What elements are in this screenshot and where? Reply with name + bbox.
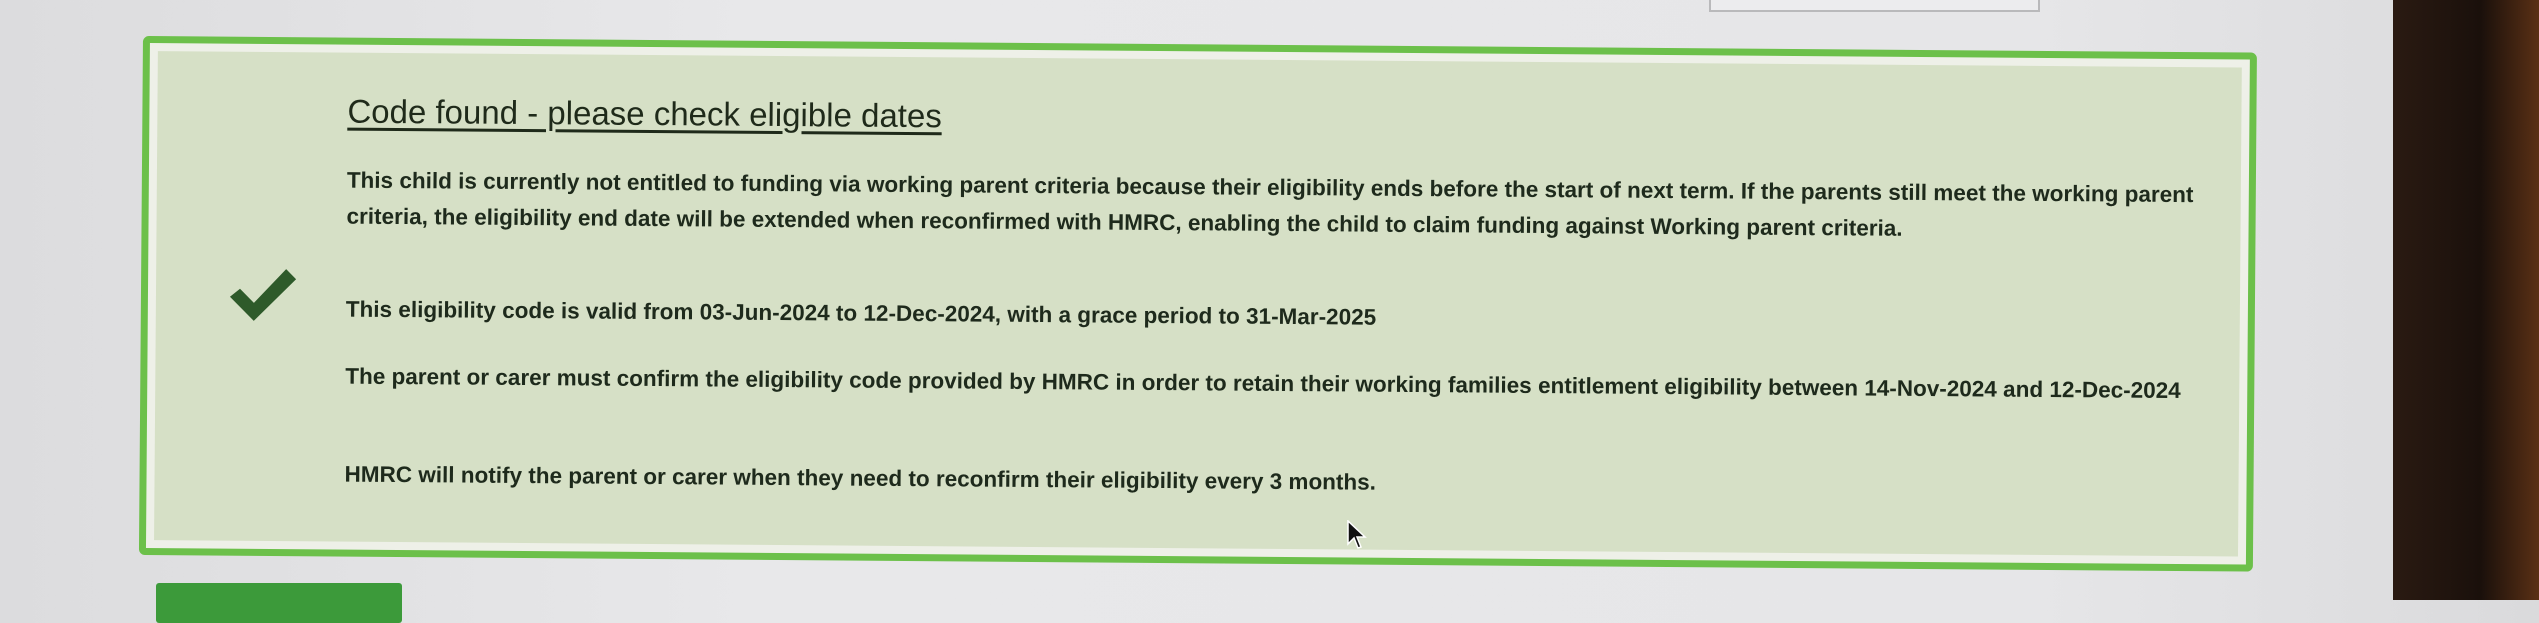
notice-title: Code found - please check eligible dates xyxy=(347,92,942,135)
continue-button[interactable] xyxy=(156,583,402,623)
screen-bezel xyxy=(2393,0,2539,600)
validity-text: This eligibility code is valid from 03-Jun-2024 to 12-Dec-2024, with a grace period to 31-Mar-2025 xyxy=(345,296,1377,330)
top-field-edge xyxy=(1709,0,2040,12)
funding-explanation: This child is currently not entitled to funding via working parent criteria because their eligibility ends before the start of next term. If the parents still meet the working parent criteria, the eligibility end date will be extended when reconfirmed with HMRC, enabling the child to claim funding against Working parent criteria. xyxy=(346,167,2194,241)
reconfirm-text: The parent or carer must confirm the eligibility code provided by HMRC in order to retain their working families entitlement eligibility between 14-Nov-2024 and 12-Dec-2024 xyxy=(345,363,2181,404)
eligibility-notice-panel xyxy=(139,36,2257,572)
mouse-cursor-icon xyxy=(1347,520,1367,550)
notify-text: HMRC will notify the parent or carer when they need to reconfirm their eligibility every 3 months. xyxy=(344,461,1377,495)
notice-body xyxy=(154,51,2242,556)
check-icon xyxy=(228,267,298,324)
